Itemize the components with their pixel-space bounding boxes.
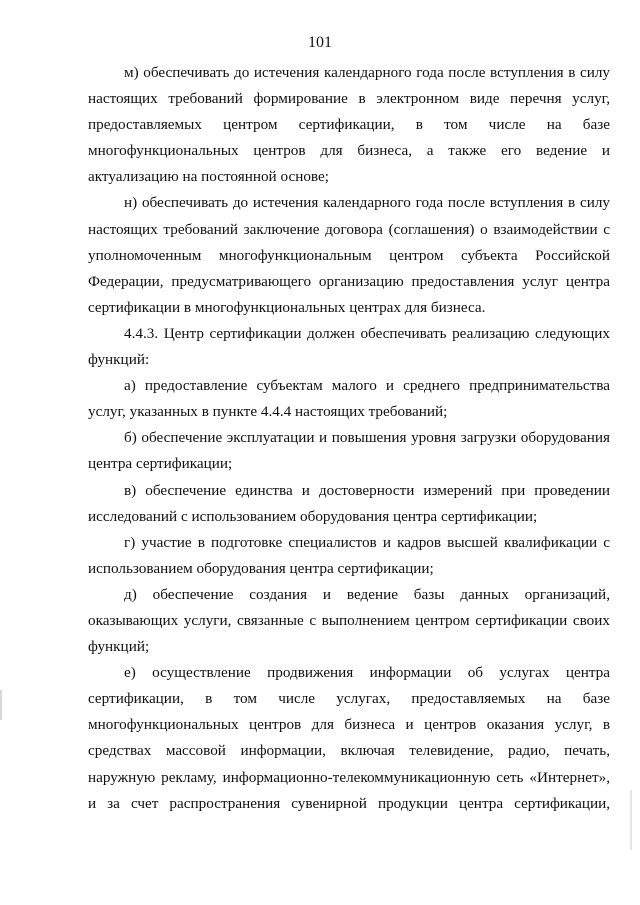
paragraph-n: н) обеспечивать до истечения календарного года после вступления в силу настоящих требований заключение договора (соглашения) о взаимодействии с уполномоченным многофункциональным центром субъекта Российской Федерации, предусматривающего организацию предоставления услуг центра сертификации в многофункциональных центрах для бизнеса. bbox=[88, 194, 610, 316]
paragraph-v: в) обеспечение единства и достоверности измерений при проведении исследований с использованием оборудования центра сертификации; bbox=[88, 481, 610, 525]
scan-edge-mark-right bbox=[630, 790, 632, 850]
page-number: 101 bbox=[308, 34, 332, 51]
paragraph-g: г) участие в подготовке специалистов и кадров высшей квалификации с использованием оборудования центра сертификации; bbox=[88, 533, 610, 577]
scan-edge-mark bbox=[0, 690, 2, 720]
paragraph-d: д) обеспечение создания и ведение базы данных организаций, оказывающих услуги, связанные с выполнением центром сертификации своих функций; bbox=[88, 585, 610, 656]
paragraph-4-4-3: 4.4.3. Центр сертификации должен обеспечивать реализацию следующих функций: bbox=[88, 324, 610, 369]
paragraph-m: м) обеспечивать до истечения календарного года после вступления в силу настоящих требований формирование в электронном виде перечня услуг, предоставляемых центром сертификации, в том числе на базе многофункциональных центров для бизнеса, а также его ведение и актуализацию на постоянной основе; bbox=[88, 64, 610, 186]
page-body bbox=[88, 60, 610, 817]
paragraph-a: а) предоставление субъектам малого и среднего предпринимательства услуг, указанных в пункте 4.4.4 настоящих требований; bbox=[88, 377, 610, 421]
paragraph-b: б) обеспечение эксплуатации и повышения уровня загрузки оборудования центра сертификации; bbox=[88, 429, 610, 473]
paragraph-e: е) осуществление продвижения информации об услугах центра сертификации, в том числе услугах, предоставляемых на базе многофункциональных центров для бизнеса и центров оказания услуг, в средствах массовой информации, включая телевидение, радио, печать, наружную рекламу, информационно-телекоммуникационную сеть «Интернет», и за счет распространения сувенирной продукции центра сертификации, bbox=[88, 664, 610, 812]
